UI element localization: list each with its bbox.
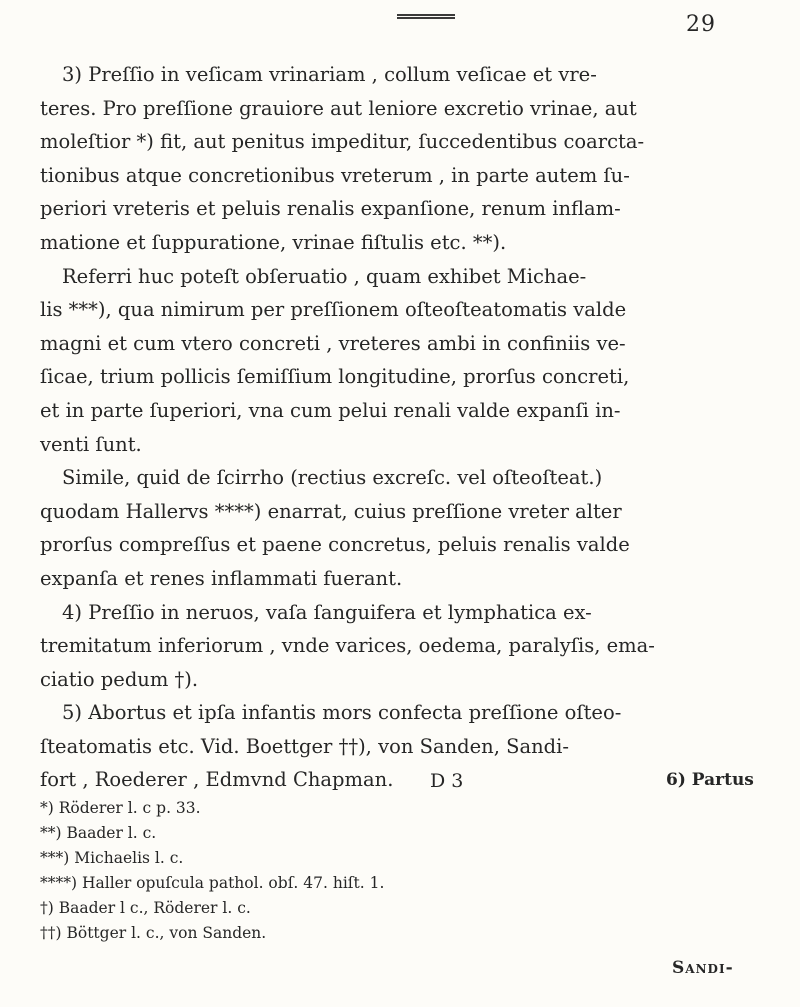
text-line: tionibus atque concretionibus vreterum , in parte autem ſu- [40,163,630,187]
text-line: ſicae, trium pollicis ſemiſſium longitudine, prorſus concreti, [40,365,630,389]
text-line: expanſa et renes inflammati fuerant. [40,566,403,590]
catchword-bottom: Sandi- [672,958,734,978]
text-line: matione et ſuppuratione, vrinae fiſtulis etc. **). [40,230,507,254]
text-line: Referri huc poteſt obſeruatio , quam exhibet Michae- [62,264,587,288]
text-line: moleſtior *) fit, aut penitus impeditur, ſuccedentibus coarcta- [40,130,645,154]
text-line: 4) Preſſio in neruos, vaſa ſanguifera et lymphatica ex- [62,600,592,624]
text-line: lis ***), qua nimirum per preſſionem oſteoſteatomatis valde [40,298,627,322]
footnotes [40,796,680,946]
text-line: venti ſunt. [40,432,142,456]
text-line: tremitatum inferiorum , vnde varices, oedema, paralyſis, ema- [40,634,655,658]
page-number: 29 [686,12,716,37]
header-ornament [397,14,455,19]
text-line: 3) Preſſio in veſicam vrinariam , collum veſicae et vre- [62,63,597,86]
text-line: fort , Roederer , Edmvnd Chapman. [40,768,394,792]
footnote: †) Baader l c., Röderer l. c. [40,899,251,917]
main-text [40,58,762,797]
footnote: *) Röderer l. c p. 33. [40,799,201,817]
text-line: prorſus compreſſus et paene concretus, peluis renalis valde [40,533,630,557]
text-line: ciatio pedum †). [40,667,199,691]
text-line: ſteatomatis etc. Vid. Boettger ††), von Sanden, Sandi- [40,734,569,758]
signature-mark: D 3 [430,770,464,792]
footnote: ****) Haller opuſcula pathol. obſ. 47. hiſt. 1. [40,874,385,892]
text-line: magni et cum vtero concreti , vreteres ambi in confiniis ve- [40,331,626,355]
catchword-top: 6) Partus [666,770,754,790]
footnote: **) Baader l. c. [40,824,157,842]
footnote: ***) Michaelis l. c. [40,849,184,867]
text-line: periori vreteris et peluis renalis expanſione, renum inflam- [40,197,621,221]
text-line: quodam Hallervs ****) enarrat, cuius preſſione vreter alter [40,499,622,523]
text-line: et in parte ſuperiori, vna cum pelui renali valde expanſi in- [40,398,621,422]
text-line: teres. Pro preſſione grauiore aut leniore excretio vrinae, aut [40,96,637,120]
text-line: 5) Abortus et ipſa infantis mors confecta preſſione oſteo- [62,701,622,725]
text-line: Simile, quid de ſcirrho (rectius excreſc. vel oſteoſteat.) [62,466,603,490]
footnote: ††) Böttger l. c., von Sanden. [40,924,267,942]
